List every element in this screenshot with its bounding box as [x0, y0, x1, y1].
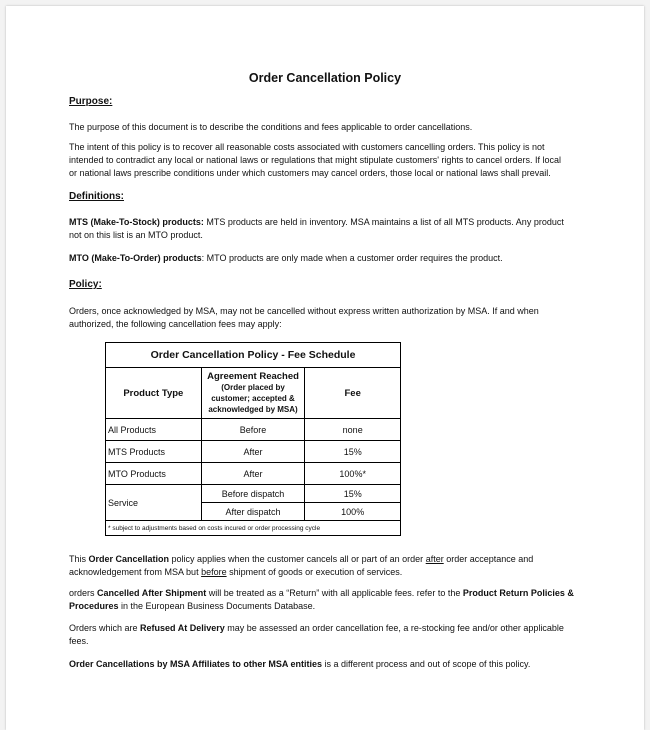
refused-paragraph [69, 622, 564, 648]
refused-term: Refused At Delivery [140, 623, 225, 633]
policy-heading: Policy: [69, 279, 102, 290]
purpose-heading: Purpose: [69, 96, 113, 107]
cell-fee: 15% [305, 441, 401, 463]
after-shipment-text-a: orders [69, 588, 98, 598]
cell-agreement: Before dispatch [201, 485, 305, 503]
applies-after: after [425, 554, 444, 564]
cell-agreement: After dispatch [201, 503, 305, 521]
table-row [106, 419, 401, 441]
applies-term: Order Cancellation [88, 554, 170, 564]
policy-paragraph [69, 305, 539, 331]
cell-fee: 15% [305, 485, 401, 503]
affiliates-term: Order Cancellations by MSA Affiliates to other MSA entities [69, 659, 323, 669]
cell-product: MTS Products [106, 441, 202, 463]
mto-term: MTO (Make-To-Order) products [69, 253, 202, 263]
refused-text-a: Orders which are [69, 623, 141, 633]
cell-agreement: After [201, 441, 305, 463]
mts-text-line-1: MTS products are held in inventory. MSA maintains a list of all MTS products. Any product [203, 217, 564, 227]
cell-fee: none [305, 419, 401, 441]
purpose-paragraph-2 [69, 141, 561, 180]
cell-fee: 100% [305, 503, 401, 521]
mts-text-line-2: not on this list is an MTO product. [69, 230, 203, 240]
col-header-agreement [201, 368, 305, 419]
mts-term: MTS (Make-To-Stock) products: [69, 217, 204, 227]
cell-agreement: After [201, 463, 305, 485]
purpose-p2-line-1: The intent of this policy is to recover all reasonable costs associated with customers cancelling orders. This policy is not [69, 142, 545, 152]
fee-table-footnote: * subject to adjustments based on costs incured or order processing cycle [106, 521, 401, 536]
applies-text-a: This [69, 554, 89, 564]
cell-product: MTO Products [106, 463, 202, 485]
refused-text-c: may be assessed an order cancellation fee, a re-stocking fee and/or other applicable [224, 623, 564, 633]
document-title: Order Cancellation Policy [248, 71, 402, 85]
purpose-p2-line-3: or national laws prescribe conditions under which customers may cancel orders, those local or national laws shall prevail. [69, 168, 551, 178]
after-shipment-text-f: in the European Business Documents Database. [118, 601, 316, 611]
mts-definition [69, 216, 564, 242]
document-page [6, 6, 644, 730]
after-shipment-text-c: will be treated as a “Return” with all applicable fees. refer to the [206, 588, 463, 598]
applies-paragraph [69, 553, 533, 579]
table-row [106, 485, 401, 503]
purpose-paragraph-1: The purpose of this document is to describe the conditions and fees applicable to order cancellations. [69, 122, 473, 132]
procedures-ref: Procedures [69, 601, 119, 611]
cell-product-service: Service [106, 485, 202, 521]
mto-text: : MTO products are only made when a customer order requires the product. [201, 253, 503, 263]
affiliates-text: is a different process and out of scope of this policy. [322, 659, 531, 669]
agreement-header-label: Agreement Reached [207, 371, 299, 382]
purpose-p2-line-2: intended to contradict any local or national laws or regulations that might stipulate customers' rights to cancel orders. If local [69, 155, 561, 165]
applies-text-c: policy applies when the customer cancels all or part of an order [169, 554, 426, 564]
col-header-product-type: Product Type [106, 368, 202, 419]
policy-line-2: authorized, the following cancellation fees may apply: [69, 319, 282, 329]
cell-agreement: Before [201, 419, 305, 441]
applies-text-e: order acceptance and [443, 554, 534, 564]
affiliates-paragraph [69, 658, 530, 671]
table-row [106, 463, 401, 485]
table-row [106, 441, 401, 463]
applies-text-f: acknowledgement from MSA but [69, 567, 202, 577]
policy-line-1: Orders, once acknowledged by MSA, may not be cancelled without express written authorization by MSA. If and when [69, 306, 539, 316]
mto-definition [69, 252, 503, 265]
after-shipment-term: Cancelled After Shipment [97, 588, 207, 598]
cell-product: All Products [106, 419, 202, 441]
definitions-heading: Definitions: [69, 191, 124, 202]
fee-schedule-table [105, 342, 401, 536]
col-header-fee: Fee [305, 368, 401, 419]
applies-text-h: shipment of goods or execution of services. [226, 567, 403, 577]
cell-fee: 100%* [305, 463, 401, 485]
agreement-header-note: (Order placed by customer; accepted & acknowledged by MSA) [208, 383, 298, 414]
fee-table-caption: Order Cancellation Policy - Fee Schedule [106, 343, 401, 368]
applies-before: before [201, 567, 227, 577]
after-shipment-paragraph [69, 587, 574, 613]
refused-text-d: fees. [69, 636, 89, 646]
return-policies-ref: Product Return Policies & [462, 588, 574, 598]
